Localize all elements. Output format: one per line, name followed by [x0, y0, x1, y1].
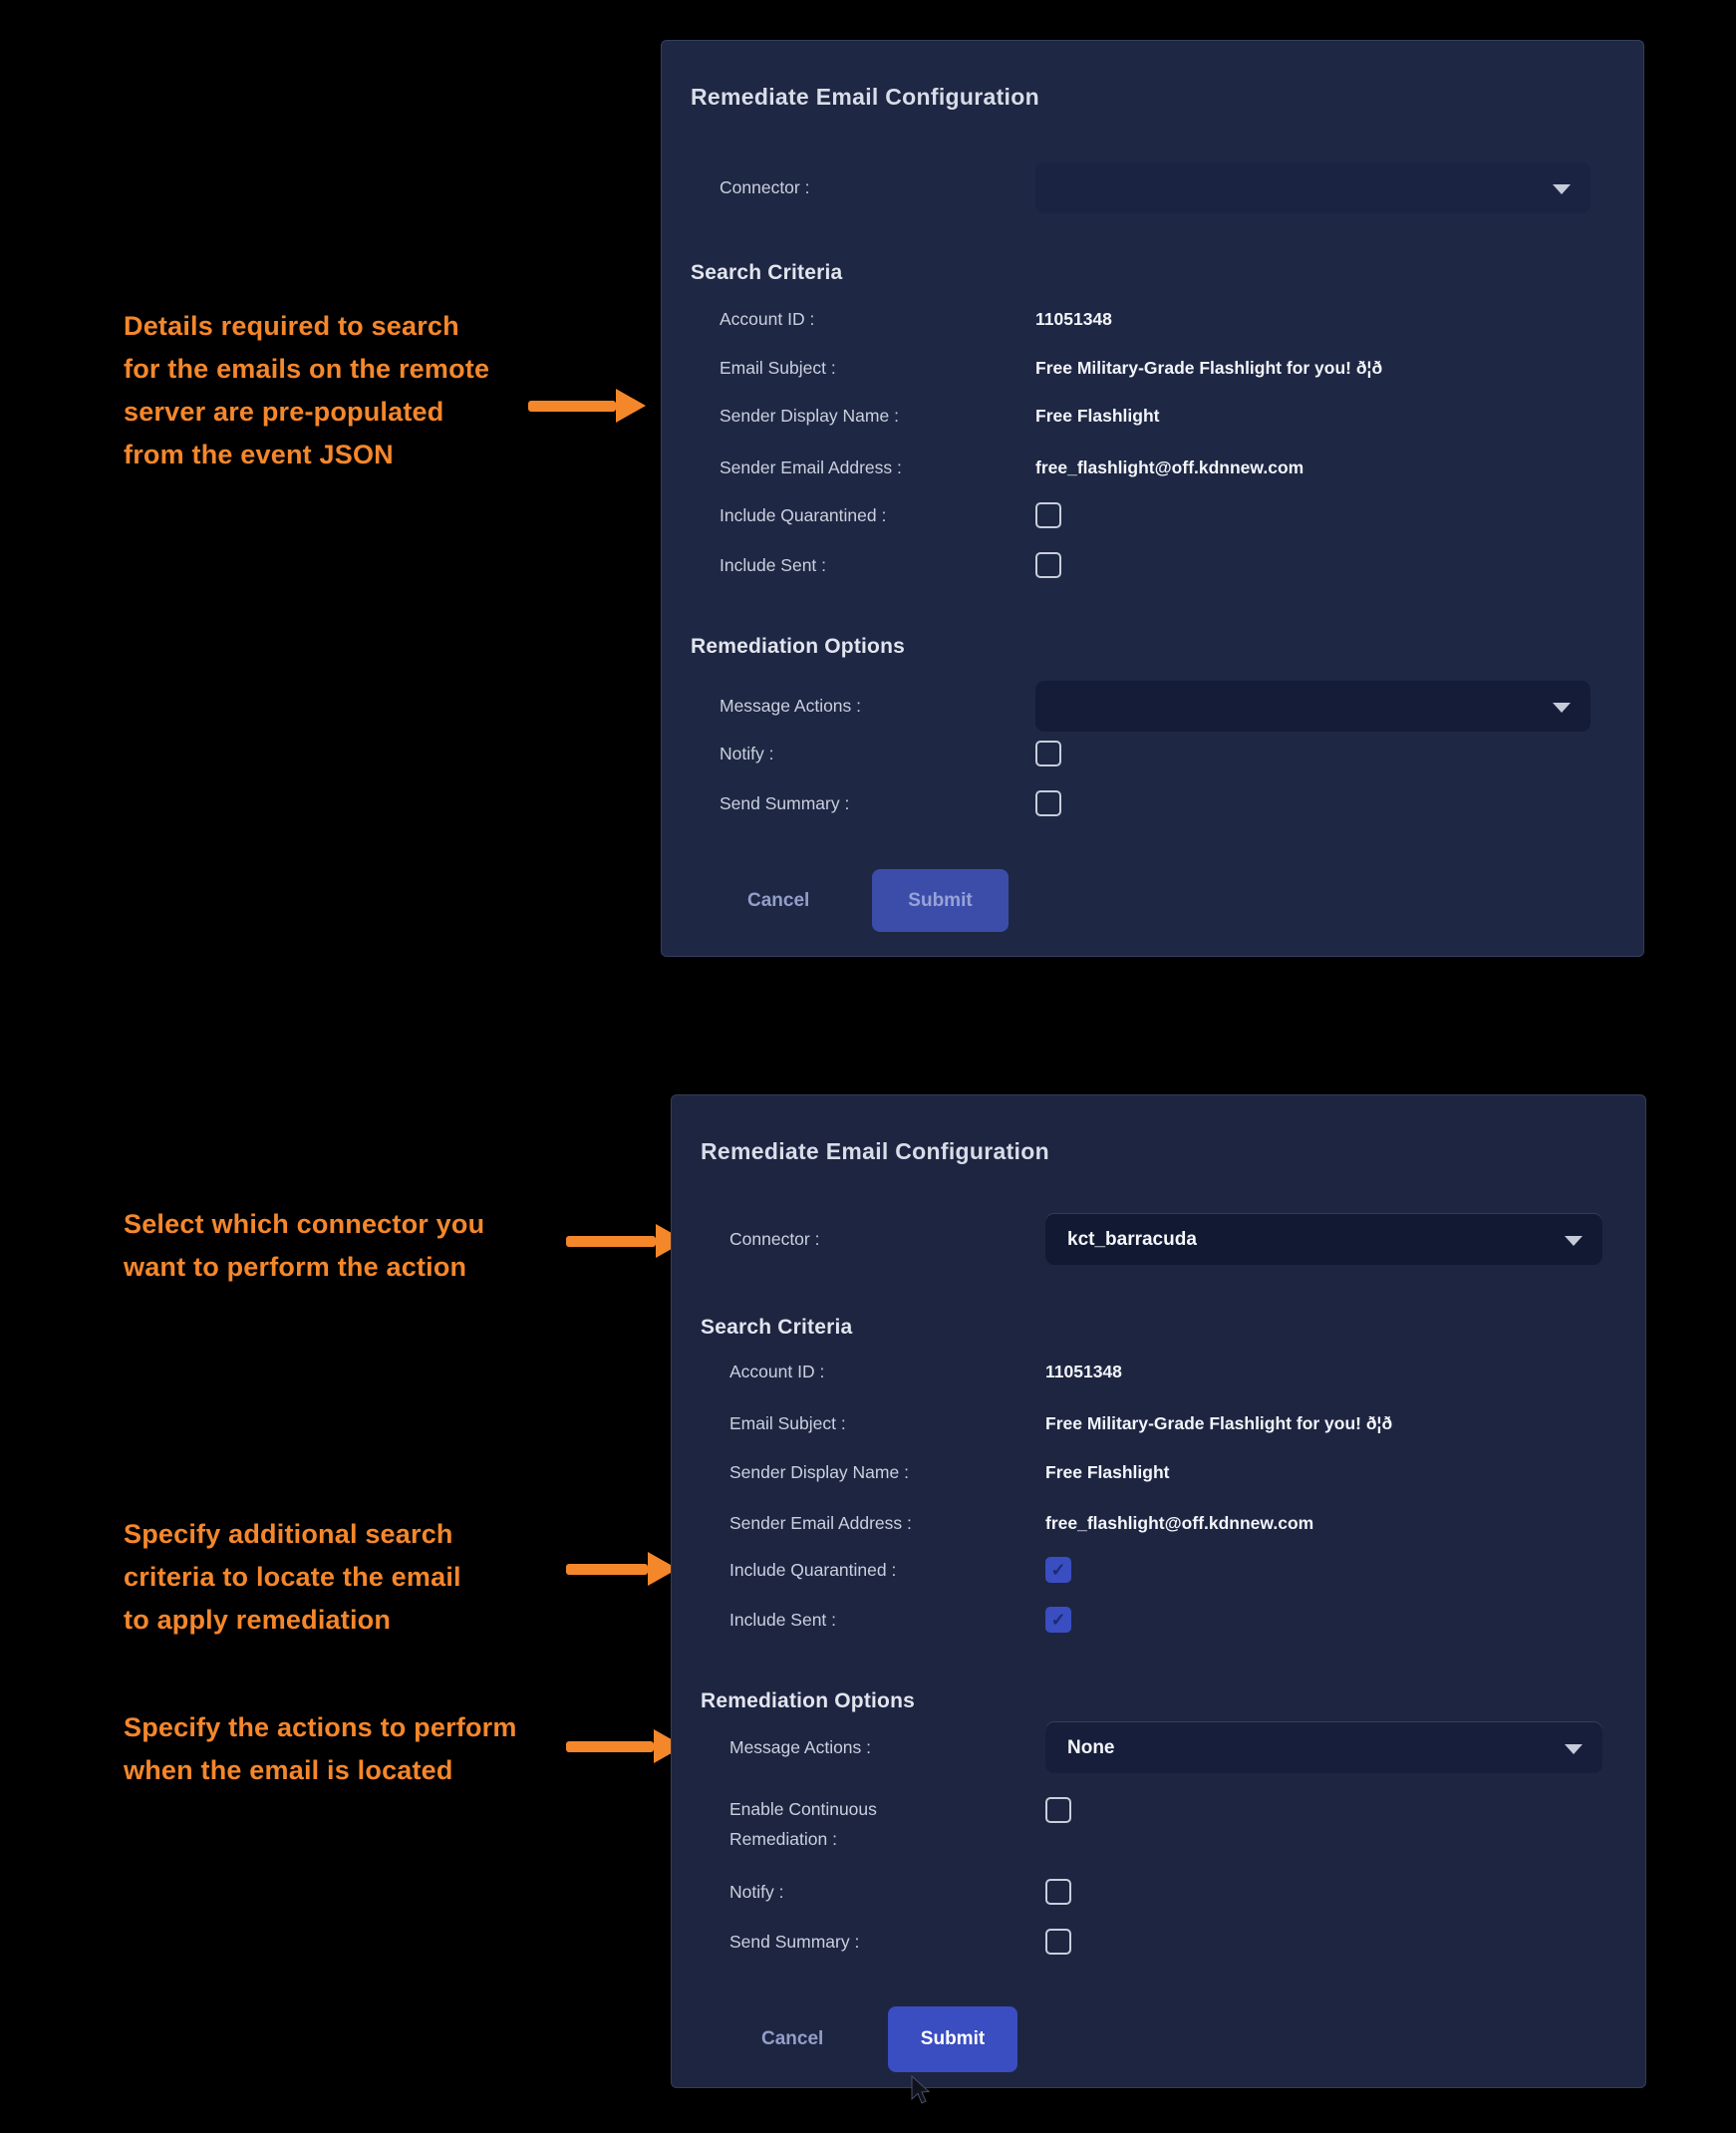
account-id-label: Account ID :	[729, 1361, 825, 1381]
sender-display-name-value: Free Flashlight	[1045, 1461, 1170, 1482]
send-summary-checkbox[interactable]	[1035, 790, 1061, 816]
include-sent-checkbox[interactable]	[1045, 1607, 1071, 1633]
remediate-dialog-default	[661, 40, 1644, 957]
message-actions-label: Message Actions :	[729, 1737, 872, 1757]
include-sent-label: Include Sent :	[720, 554, 827, 575]
form-row-sender-email-address	[662, 449, 1643, 486]
form-row-notify	[672, 1873, 1645, 1911]
annotation-text-line: Details required to search	[124, 311, 459, 341]
email-subject-label: Email Subject :	[729, 1412, 846, 1433]
notify-checkbox[interactable]	[1045, 1879, 1071, 1905]
cancel-button[interactable]: Cancel	[747, 890, 810, 911]
sender-email-address-label: Sender Email Address :	[729, 1512, 912, 1533]
chevron-down-icon	[1565, 1236, 1583, 1246]
include-quarantined-label: Include Quarantined :	[729, 1559, 897, 1580]
sender-display-name-label: Sender Display Name :	[720, 405, 899, 426]
enable-continuous-remediation-label	[729, 1794, 877, 1854]
account-id-value: 11051348	[1045, 1361, 1122, 1381]
dialog-button-row	[662, 869, 1643, 932]
mouse-cursor-icon	[910, 2075, 934, 2107]
cancel-button[interactable]: Cancel	[761, 2028, 824, 2049]
account-id-label: Account ID :	[720, 308, 815, 329]
message-actions-selected-value: None	[1067, 1736, 1115, 1758]
chevron-down-icon	[1553, 184, 1571, 194]
form-row-message-actions	[672, 1722, 1645, 1773]
notify-label: Notify :	[720, 743, 774, 763]
remediation-options-heading: Remediation Options	[691, 635, 905, 658]
sender-email-address-value: free_flashlight@off.kdnnew.com	[1035, 457, 1304, 477]
include-quarantined-checkbox[interactable]	[1035, 502, 1061, 528]
form-row-sender-display-name	[672, 1453, 1645, 1491]
form-row-message-actions	[662, 681, 1643, 732]
submit-button[interactable]: Submit	[872, 869, 1009, 932]
annotation-text-line: Specify the actions to perform	[124, 1712, 517, 1742]
arrow-shaft	[566, 1564, 648, 1575]
form-row-include-quarantined	[672, 1551, 1645, 1589]
send-summary-label: Send Summary :	[729, 1931, 860, 1952]
form-row-enable-continuous-remediation	[672, 1790, 1645, 1860]
annotation-text-line: for the emails on the remote	[124, 354, 490, 384]
arrow-head	[616, 389, 646, 423]
include-sent-label: Include Sent :	[729, 1609, 837, 1630]
include-sent-checkbox[interactable]	[1035, 552, 1061, 578]
submit-button[interactable]: Submit	[888, 2006, 1017, 2072]
annotation-text-line: want to perform the action	[124, 1252, 467, 1282]
annotation-text-line: Specify additional search	[124, 1519, 453, 1549]
connector-label: Connector :	[720, 177, 810, 197]
form-row-email-subject	[662, 349, 1643, 387]
form-row-account-id	[662, 300, 1643, 338]
send-summary-label: Send Summary :	[720, 792, 850, 813]
chevron-down-icon	[1553, 703, 1571, 713]
email-subject-value: Free Military-Grade Flashlight for you! ð¦ð	[1045, 1412, 1393, 1433]
arrow-shaft	[566, 1741, 654, 1752]
annotation-text-line: server are pre-populated	[124, 397, 444, 427]
remediation-options-heading: Remediation Options	[701, 1689, 915, 1712]
form-row-connector	[662, 162, 1643, 213]
search-criteria-heading: Search Criteria	[701, 1316, 853, 1339]
notify-checkbox[interactable]	[1035, 741, 1061, 766]
message-actions-select[interactable]	[1035, 681, 1591, 732]
annotation-text-line: to apply remediation	[124, 1605, 392, 1635]
annotation-text-line: criteria to locate the email	[124, 1562, 461, 1592]
include-quarantined-label: Include Quarantined :	[720, 504, 887, 525]
form-row-notify	[662, 735, 1643, 772]
dialog-title: Remediate Email Configuration	[701, 1138, 1049, 1164]
form-row-include-sent	[662, 546, 1643, 584]
label-line: Enable Continuous	[729, 1799, 877, 1819]
annotation-text-line: from the event JSON	[124, 440, 394, 469]
arrow-shaft	[528, 401, 616, 412]
message-actions-select[interactable]	[1045, 1722, 1602, 1773]
email-subject-label: Email Subject :	[720, 357, 836, 378]
sender-email-address-value: free_flashlight@off.kdnnew.com	[1045, 1512, 1314, 1533]
form-row-include-quarantined	[662, 496, 1643, 534]
sender-display-name-value: Free Flashlight	[1035, 405, 1160, 426]
form-row-email-subject	[672, 1404, 1645, 1442]
label-line: Remediation :	[729, 1829, 837, 1849]
annotation-prepopulated-note	[124, 305, 489, 476]
connector-selected-value: kct_barracuda	[1067, 1228, 1197, 1250]
chevron-down-icon	[1565, 1744, 1583, 1754]
enable-continuous-remediation-checkbox[interactable]	[1045, 1797, 1071, 1823]
form-row-include-sent	[672, 1601, 1645, 1639]
annotation-actions-note	[124, 1706, 517, 1792]
notify-label: Notify :	[729, 1881, 784, 1902]
annotation-criteria-note	[124, 1513, 461, 1642]
annotation-arrow-icon	[566, 1224, 686, 1258]
sender-email-address-label: Sender Email Address :	[720, 457, 902, 477]
account-id-value: 11051348	[1035, 308, 1112, 329]
send-summary-checkbox[interactable]	[1045, 1929, 1071, 1955]
arrow-shaft	[566, 1236, 656, 1247]
form-row-sender-email-address	[672, 1504, 1645, 1542]
form-row-send-summary	[672, 1923, 1645, 1961]
annotation-text-line: Select which connector you	[124, 1209, 485, 1239]
form-row-send-summary	[662, 784, 1643, 822]
annotation-arrow-icon	[528, 389, 646, 423]
dialog-button-row	[672, 2006, 1645, 2072]
annotation-arrow-icon	[566, 1729, 684, 1763]
form-row-account-id	[672, 1353, 1645, 1390]
email-subject-value: Free Military-Grade Flashlight for you! ð¦ð	[1035, 357, 1383, 378]
annotation-connector-note	[124, 1203, 484, 1289]
annotation-arrow-icon	[566, 1552, 678, 1586]
form-row-connector	[672, 1214, 1645, 1265]
form-row-sender-display-name	[662, 397, 1643, 435]
search-criteria-heading: Search Criteria	[691, 261, 843, 284]
sender-display-name-label: Sender Display Name :	[729, 1461, 909, 1482]
message-actions-label: Message Actions :	[720, 696, 862, 716]
connector-select[interactable]	[1035, 162, 1591, 213]
include-quarantined-checkbox[interactable]	[1045, 1557, 1071, 1583]
dialog-title: Remediate Email Configuration	[691, 84, 1039, 110]
remediate-dialog-filled	[671, 1094, 1646, 2088]
annotation-text-line: when the email is located	[124, 1755, 453, 1785]
connector-select[interactable]	[1045, 1214, 1602, 1265]
connector-label: Connector :	[729, 1229, 820, 1249]
